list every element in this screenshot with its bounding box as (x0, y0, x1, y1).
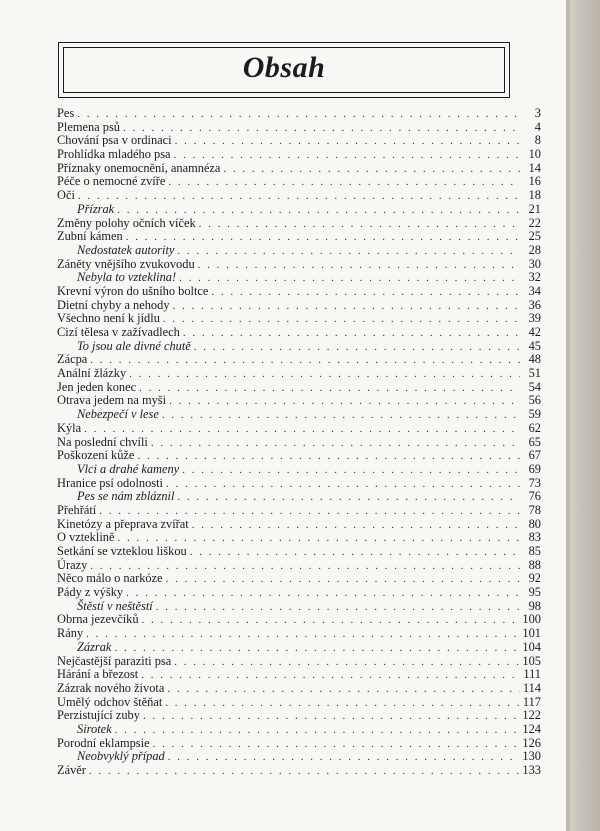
toc-page-number: 100 (522, 612, 541, 627)
toc-entry (57, 545, 541, 559)
dot-leader (153, 738, 520, 752)
dot-leader (192, 519, 520, 533)
toc-entry-title: Obrna jezevčíků (57, 612, 139, 627)
toc-entry (57, 449, 541, 463)
toc-page-number: 54 (528, 379, 541, 394)
dot-leader (177, 245, 520, 259)
toc-entry (57, 613, 541, 627)
dot-leader (141, 669, 520, 683)
toc-page-number: 124 (522, 721, 541, 736)
toc-page-number: 85 (528, 544, 541, 558)
toc-entry-title: Vlci a drahé kameny (77, 461, 180, 476)
toc-entry-title: Nejčastější paraziti psa (57, 653, 172, 668)
toc-entry-title: Poškození kůže (57, 448, 135, 463)
toc-entry (57, 682, 541, 696)
toc-entry-title: Nebyla to vzteklina! (77, 270, 177, 285)
toc-page-number: 16 (528, 174, 541, 189)
toc-entry (57, 367, 541, 381)
dot-leader (173, 300, 520, 314)
toc-page-number: 69 (528, 461, 541, 476)
toc-subentry (57, 750, 541, 764)
toc-entry-title: Prohlídka mladého psa (57, 147, 171, 162)
toc-entry-title: Zázrak (77, 639, 112, 654)
dot-leader (174, 149, 520, 163)
dot-leader (77, 108, 520, 122)
dot-leader (84, 423, 520, 437)
toc-page-number: 111 (523, 667, 541, 682)
toc-entry-title: Nebezpečí v lese (77, 407, 159, 422)
dot-leader (156, 601, 520, 615)
toc-page-number: 95 (528, 585, 541, 600)
toc-page-number: 3 (534, 106, 541, 120)
toc-page-number: 39 (528, 311, 541, 326)
toc-entry (57, 148, 541, 162)
toc-entry-title: Rány (57, 626, 84, 641)
toc-entry (57, 299, 541, 313)
toc-entry-title: O vzteklině (57, 530, 115, 545)
dot-leader (199, 218, 520, 232)
toc-entry (57, 436, 541, 450)
title-frame (58, 42, 510, 98)
dot-leader (177, 491, 520, 505)
toc-entry-title: Zubní kámen (57, 229, 123, 244)
toc-page-number: 67 (528, 448, 541, 463)
toc-entry-title: Změny polohy očních víček (57, 215, 196, 230)
toc-page-number: 22 (528, 215, 541, 230)
dot-leader (89, 765, 520, 779)
toc-entry (57, 764, 541, 778)
toc-page-number: 36 (528, 297, 541, 312)
toc-page-number: 30 (528, 256, 541, 271)
toc-entry (57, 668, 541, 682)
dot-leader (115, 724, 520, 738)
toc-entry (57, 709, 541, 723)
toc-entry-title: Cizí tělesa v zažívadlech (57, 325, 180, 339)
toc-entry (57, 107, 541, 121)
dot-leader (114, 642, 519, 656)
toc-page-number: 65 (528, 434, 541, 449)
toc-entry (57, 572, 541, 586)
toc-entry-title: Závěr (57, 763, 86, 777)
dot-leader (142, 614, 520, 628)
toc-entry-title: Zácpa (57, 352, 88, 367)
dot-leader (137, 450, 520, 464)
toc-page-number: 34 (528, 283, 541, 298)
toc-page-number: 62 (528, 420, 541, 435)
toc-entry-title: Přehřátí (57, 502, 97, 517)
dot-leader (194, 341, 520, 355)
toc-page-number: 130 (522, 749, 541, 764)
dot-leader (90, 354, 520, 368)
dot-leader (139, 382, 520, 396)
toc-page-number: 83 (528, 530, 541, 545)
dot-leader (223, 163, 520, 177)
dot-leader (78, 190, 520, 204)
toc-entry-title: Sirotek (77, 721, 112, 736)
dot-leader (198, 259, 520, 273)
toc-entry-title: Neobvyklý případ (77, 749, 165, 764)
toc-page-number: 51 (528, 366, 541, 381)
dot-leader (190, 546, 520, 560)
dot-leader (166, 573, 520, 587)
toc-entry (57, 422, 541, 436)
toc-entry (57, 175, 541, 189)
toc-entry-title: Štěstí v neštěstí (77, 598, 153, 613)
toc-entry (57, 627, 541, 641)
toc-entry (57, 258, 541, 272)
toc-entry (57, 518, 541, 532)
dot-leader (166, 478, 520, 492)
toc-subentry (57, 203, 541, 217)
dot-leader (151, 437, 520, 451)
toc-entry (57, 121, 541, 135)
toc-page-number: 56 (528, 393, 541, 408)
toc-page-number: 98 (528, 598, 541, 613)
toc-page-number: 10 (528, 147, 541, 162)
dot-leader (129, 368, 520, 382)
dot-leader (182, 464, 520, 478)
toc-subentry (57, 340, 541, 354)
toc-page-number: 32 (528, 270, 541, 285)
toc-entry-title: Přízrak (77, 201, 115, 216)
toc-entry (57, 696, 541, 710)
dot-leader (165, 697, 520, 711)
dot-leader (126, 587, 520, 601)
toc-entry-title: Něco málo o narkóze (57, 571, 163, 586)
toc-subentry (57, 641, 541, 655)
toc-page-number: 101 (522, 626, 541, 641)
toc-subentry (57, 723, 541, 737)
toc-entry-title: Anální žlázky (57, 366, 127, 381)
toc-page-number: 133 (522, 763, 541, 777)
toc-entry (57, 504, 541, 518)
toc-page-number: 88 (528, 557, 541, 572)
toc-entry-title: Příznaky onemocnění, anamnéza (57, 160, 221, 175)
toc-entry (57, 531, 541, 545)
dot-leader (175, 135, 520, 149)
dot-leader (163, 313, 520, 327)
toc-entry-title: Kinetózy a přeprava zvířat (57, 516, 189, 531)
toc-page-number: 114 (522, 680, 541, 695)
toc-subentry (57, 244, 541, 258)
toc-page-number: 8 (534, 133, 541, 148)
toc-page-number: 80 (528, 516, 541, 531)
toc-entry (57, 381, 541, 395)
toc-subentry (57, 271, 541, 285)
toc-page-number: 28 (528, 242, 541, 257)
toc-entry (57, 134, 541, 148)
table-of-contents (57, 107, 541, 778)
toc-entry-title: Zázrak nového života (57, 680, 165, 695)
toc-entry-title: Hárání a březost (57, 667, 139, 682)
toc-entry-title: Otrava jedem na myši (57, 393, 167, 408)
toc-entry (57, 285, 541, 299)
dot-leader (211, 286, 520, 300)
dot-leader (179, 272, 520, 286)
toc-subentry (57, 408, 541, 422)
toc-entry (57, 162, 541, 176)
dot-leader (167, 683, 520, 697)
toc-entry-title: Péče o nemocné zvíře (57, 174, 166, 189)
toc-page-number: 48 (528, 352, 541, 367)
toc-page-number: 73 (528, 475, 541, 490)
toc-entry (57, 312, 541, 326)
page-title: Obsah (242, 51, 326, 84)
toc-entry (57, 477, 541, 491)
toc-entry-title: Všechno není k jídlu (57, 311, 160, 326)
toc-entry-title: Úrazy (57, 557, 88, 572)
toc-page-number: 92 (528, 571, 541, 586)
toc-entry-title: Dietní chyby a nehody (57, 297, 170, 312)
toc-entry-title: Plemena psů (57, 119, 120, 134)
dot-leader (86, 628, 519, 642)
toc-entry (57, 586, 541, 600)
toc-entry (57, 326, 541, 340)
toc-page-number: 25 (528, 229, 541, 244)
toc-page-number: 122 (522, 708, 541, 723)
toc-entry (57, 217, 541, 231)
toc-page-number: 104 (522, 639, 541, 654)
toc-entry-title: Na poslední chvíli (57, 434, 148, 449)
toc-entry-title: Pády z výšky (57, 585, 124, 600)
toc-entry-title: Krevní výron do ušního boltce (57, 283, 209, 298)
toc-page-number: 18 (528, 188, 541, 203)
dot-leader (169, 395, 520, 409)
toc-entry-title: Záněty vnějšího zvukovodu (57, 256, 195, 271)
toc-entry-title: Porodní eklampsie (57, 735, 150, 750)
toc-entry-title: Kýla (57, 420, 82, 435)
toc-page-number: 21 (528, 201, 541, 216)
dot-leader (162, 409, 520, 423)
toc-entry (57, 737, 541, 751)
toc-page-number: 126 (522, 735, 541, 750)
toc-subentry (57, 463, 541, 477)
toc-entry-title: To jsou ale divné chutě (77, 338, 191, 353)
toc-entry-title: Perzistující zuby (57, 708, 140, 723)
toc-entry-title: Pes (57, 106, 75, 120)
toc-entry (57, 189, 541, 203)
toc-page-number: 45 (528, 338, 541, 353)
dot-leader (183, 327, 520, 341)
toc-entry-title: Umělý odchov štěňat (57, 694, 163, 709)
toc-entry-title: Pes se nám zbláznil (77, 489, 175, 504)
toc-entry (57, 230, 541, 244)
toc-entry (57, 353, 541, 367)
toc-entry (57, 559, 541, 573)
toc-page-number: 105 (522, 653, 541, 668)
toc-entry-title: Nedostatek autority (77, 242, 175, 257)
toc-page-number: 78 (528, 502, 541, 517)
toc-page-number: 4 (534, 119, 541, 134)
toc-entry-title: Hranice psí odolnosti (57, 475, 163, 490)
dot-leader (126, 231, 520, 245)
dot-leader (168, 176, 520, 190)
toc-page-number: 14 (528, 160, 541, 175)
page-edge (566, 0, 600, 831)
dot-leader (168, 751, 520, 765)
toc-page-number: 117 (522, 694, 541, 709)
dot-leader (123, 122, 520, 136)
toc-subentry (57, 490, 541, 504)
toc-entry-title: Oči (57, 188, 75, 203)
toc-page-number: 76 (528, 489, 541, 504)
dot-leader (174, 656, 519, 670)
toc-entry (57, 655, 541, 669)
toc-page-number: 59 (528, 407, 541, 422)
toc-subentry (57, 600, 541, 614)
toc-entry (57, 394, 541, 408)
toc-page-number: 42 (528, 325, 541, 339)
toc-entry-title: Setkání se vzteklou liškou (57, 544, 187, 558)
dot-leader (143, 710, 519, 724)
toc-entry-title: Jen jeden konec (57, 379, 137, 394)
toc-entry-title: Chování psa v ordinaci (57, 133, 172, 148)
